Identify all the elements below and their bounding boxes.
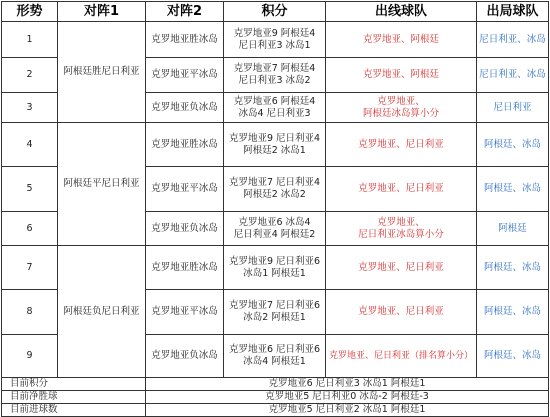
- points-cell: [224, 246, 326, 290]
- points-line-2: 冰岛1 阿根廷1: [243, 267, 306, 279]
- match2-result: 克罗地亚胜冰岛: [146, 246, 224, 290]
- points-line-2: 阿根廷2 冰岛2: [243, 189, 306, 200]
- points-line-2: 尼日利亚3 冰岛1: [238, 39, 311, 51]
- eliminated-teams: 尼日利亚、冰岛: [477, 22, 549, 58]
- header-situation: 形势: [2, 2, 58, 22]
- footer-row-points: [2, 378, 549, 391]
- scenario-number: 9: [2, 335, 58, 378]
- match1-result: 阿根廷胜尼日利亚: [58, 22, 146, 123]
- eliminated-teams: 尼日利亚、冰岛: [477, 58, 549, 93]
- points-cell: [224, 123, 326, 167]
- footer-row-goal-diff: [2, 391, 549, 404]
- match2-result: 克罗地亚负冰岛: [146, 335, 224, 378]
- qualified-line-1: 克罗地亚、尼日利亚: [358, 138, 444, 150]
- qualified-line-2: 尼日利亚冰岛算小分: [358, 228, 444, 240]
- footer-value: 克罗地亚5 尼日利亚2 冰岛1 阿根廷1: [146, 404, 549, 417]
- points-line-1: 克罗地亚6 冰岛4: [238, 216, 311, 228]
- footer-label: 目前进球数: [2, 404, 146, 417]
- table-row: [2, 246, 549, 290]
- scenario-number: 3: [2, 93, 58, 123]
- header-match1: 对阵1: [58, 2, 146, 22]
- scenario-number: 6: [2, 212, 58, 246]
- scenario-number: 4: [2, 123, 58, 167]
- match2-result: 克罗地亚平冰岛: [146, 58, 224, 93]
- qualified-teams: [326, 335, 477, 378]
- points-line-1: 克罗地亚7 尼日利亚6: [228, 300, 321, 311]
- eliminated-teams: 阿根廷、冰岛: [477, 246, 549, 290]
- qualified-teams: [326, 93, 477, 123]
- header-eliminated: 出局球队: [477, 2, 549, 22]
- points-line-1: 克罗地亚9 尼日利亚6: [228, 255, 321, 267]
- qualified-line-1: 克罗地亚、阿根廷: [362, 69, 439, 80]
- scenario-number: 8: [2, 290, 58, 335]
- points-line-2: 尼日利亚3 冰岛2: [238, 75, 311, 86]
- match1-result: 阿根廷平尼日利亚: [58, 123, 146, 246]
- eliminated-teams: 尼日利亚: [477, 93, 549, 123]
- points-cell: [224, 93, 326, 123]
- footer-label: 目前净胜球: [2, 391, 146, 404]
- match1-result: 阿根廷负尼日利亚: [58, 246, 146, 378]
- points-cell: [224, 22, 326, 58]
- points-line-1: 克罗地亚9 尼日利亚4: [228, 132, 321, 144]
- points-line-2: 尼日利亚4 阿根廷2: [233, 228, 316, 240]
- eliminated-teams: 阿根廷: [477, 212, 549, 246]
- points-line-1: 克罗地亚7 阿根廷4: [233, 63, 316, 74]
- standings-scenario-table: [1, 1, 549, 417]
- qualified-line-1: 克罗地亚、尼日利亚: [358, 261, 444, 273]
- qualified-teams: [326, 58, 477, 93]
- qualified-teams: [326, 212, 477, 246]
- scenario-number: 7: [2, 246, 58, 290]
- scenario-number: 1: [2, 22, 58, 58]
- eliminated-teams: 阿根廷、冰岛: [477, 123, 549, 167]
- eliminated-teams: 阿根廷、冰岛: [477, 335, 549, 378]
- points-line-1: 克罗地亚6 阿根廷4: [233, 95, 316, 107]
- points-cell: [224, 290, 326, 335]
- qualified-line-1: 克罗地亚、阿根廷: [362, 33, 439, 45]
- header-match2: 对阵2: [146, 2, 224, 22]
- footer-value: 克罗地亚5 尼日利亚0 冰岛-2 阿根廷-3: [146, 391, 549, 404]
- qualified-teams: [326, 246, 477, 290]
- qualified-teams: [326, 22, 477, 58]
- points-cell: [224, 58, 326, 93]
- eliminated-teams: 阿根廷、冰岛: [477, 167, 549, 212]
- scenario-number: 2: [2, 58, 58, 93]
- points-line-1: 克罗地亚9 阿根廷4: [233, 27, 316, 39]
- table-row: [2, 123, 549, 167]
- points-line-1: 克罗地亚7 尼日利亚4: [228, 177, 321, 188]
- points-cell: [224, 212, 326, 246]
- match2-result: 克罗地亚平冰岛: [146, 167, 224, 212]
- match2-result: 克罗地亚负冰岛: [146, 212, 224, 246]
- match2-result: 克罗地亚胜冰岛: [146, 22, 224, 58]
- points-cell: [224, 335, 326, 378]
- points-line-2: 冰岛4 尼日利亚3: [238, 107, 311, 119]
- footer-value: 克罗地亚6 尼日利亚3 冰岛1 阿根廷1: [146, 378, 549, 391]
- qualified-line-1: 克罗地亚、尼日利亚: [358, 306, 444, 317]
- points-line-2: 阿根廷2 冰岛1: [243, 144, 306, 156]
- points-line-2: 冰岛4 阿根廷1: [243, 356, 306, 367]
- footer-row-goals: [2, 404, 549, 417]
- qualified-line-1: 克罗地亚、尼日利亚: [358, 183, 444, 194]
- qualified-line-1: 克罗地亚、: [377, 216, 425, 228]
- qualified-teams: [326, 290, 477, 335]
- header-qualified: 出线球队: [326, 2, 477, 22]
- match2-result: 克罗地亚平冰岛: [146, 290, 224, 335]
- qualified-line-1: 克罗地亚、尼日利亚（排名算小分）: [328, 351, 473, 361]
- table-row: [2, 22, 549, 58]
- header-points: 积分: [224, 2, 326, 22]
- qualified-teams: [326, 123, 477, 167]
- points-line-1: 克罗地亚6 尼日利亚6: [228, 344, 321, 355]
- points-line-2: 冰岛2 阿根廷1: [243, 312, 306, 323]
- qualified-teams: [326, 167, 477, 212]
- header-row: [2, 2, 549, 22]
- scenario-number: 5: [2, 167, 58, 212]
- match2-result: 克罗地亚胜冰岛: [146, 123, 224, 167]
- qualified-line-2: 阿根廷冰岛算小分: [362, 107, 439, 119]
- eliminated-teams: 阿根廷、冰岛: [477, 290, 549, 335]
- points-cell: [224, 167, 326, 212]
- footer-label: 目前积分: [2, 378, 146, 391]
- match2-result: 克罗地亚负冰岛: [146, 93, 224, 123]
- qualified-line-1: 克罗地亚、: [377, 95, 425, 107]
